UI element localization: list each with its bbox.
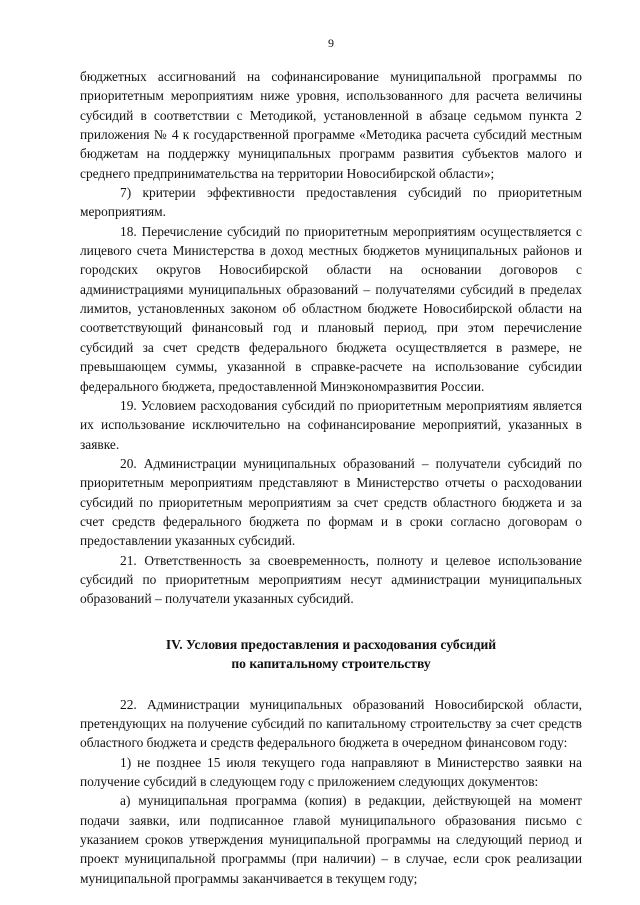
paragraph-21: 21. Ответственность за своевременность, полноту и целевое использование субсидий по приоритетным мероприятиям несут администрации муниципальных образований – получатели указанных субсидий. bbox=[80, 552, 582, 607]
section-heading-line-1: IV. Условия предоставления и расходования субсидий bbox=[165, 636, 497, 652]
paragraph-item-7: 7) критерии эффективности предоставления субсидий по приоритетным мероприятиям. bbox=[80, 185, 582, 220]
paragraph-19: 19. Условием расходования субсидий по приоритетным мероприятиям является их использование исключительно на софинансирование мероприятий, указанных в заявке. bbox=[80, 397, 582, 452]
body-text-top bbox=[80, 67, 582, 609]
paragraph-22: 22. Администрации муниципальных образований Новосибирской области, претендующих на получение субсидий по капитальному строительству за счет средств областного бюджета и средств федерального бюджета в очередном финансовом году: bbox=[80, 696, 582, 751]
paragraph-18: 18. Перечисление субсидий по приоритетным мероприятиям осуществляется с лицевого счета Министерства в доход местных бюджетов муниципальных районов и городских округов Новосибирской области на основании договоров с администрациями муниципальных образований – получателями субсидий в пределах лимитов, установленных законом об областном бюджете Новосибирской области на соответствующий финансовый год и плановый период, при этом перечисление субсидий за счет средств федерального бюджета осуществляется в размере, не превышающем суммы, указанной в справке-расчете на использование субсидии федерального бюджета, предоставленной Минэкономразвития России. bbox=[80, 223, 582, 394]
paragraph-22-item-1: 1) не позднее 15 июля текущего года направляют в Министерство заявки на получение субсидий в следующем году с приложением следующих документов: bbox=[80, 754, 582, 789]
section-heading-line-2: по капитальному строительству bbox=[231, 655, 431, 671]
paragraph-continuation: бюджетных ассигнований на софинансирование муниципальной программы по приоритетным мероприятиям ниже уровня, использованного для расчета величины субсидий в соответствии с Методикой, установленной в абзаце седьмом пункта 2 приложения № 4 к государственной программе «Методика расчета субсидий местным бюджетам на поддержку муниципальных программ развития субъектов малого и среднего предпринимательства на территории Новосибирской области»; bbox=[80, 69, 582, 181]
body-text-bottom bbox=[80, 695, 582, 888]
paragraph-20: 20. Администрации муниципальных образований – получатели субсидий по приоритетным мероприятиям представляют в Министерство отчеты о расходовании субсидий по приоритетным мероприятиям за счет средств областного бюджета и за счет средств федерального бюджета по формам и в сроки согласно договорам о предоставлении указанных субсидий. bbox=[80, 455, 582, 549]
paragraph-22-item-1a: а) муниципальная программа (копия) в редакции, действующей на момент подачи заявки, или подписанное главой муниципального образования письмо с указанием сроков утверждения муниципальной программы на следующий период и проект муниципальной программы (при наличии) – в случае, если срок реализации муниципальной программы заканчивается в текущем году; bbox=[80, 793, 582, 886]
section-heading bbox=[80, 635, 582, 673]
page-number: 9 bbox=[328, 36, 334, 50]
